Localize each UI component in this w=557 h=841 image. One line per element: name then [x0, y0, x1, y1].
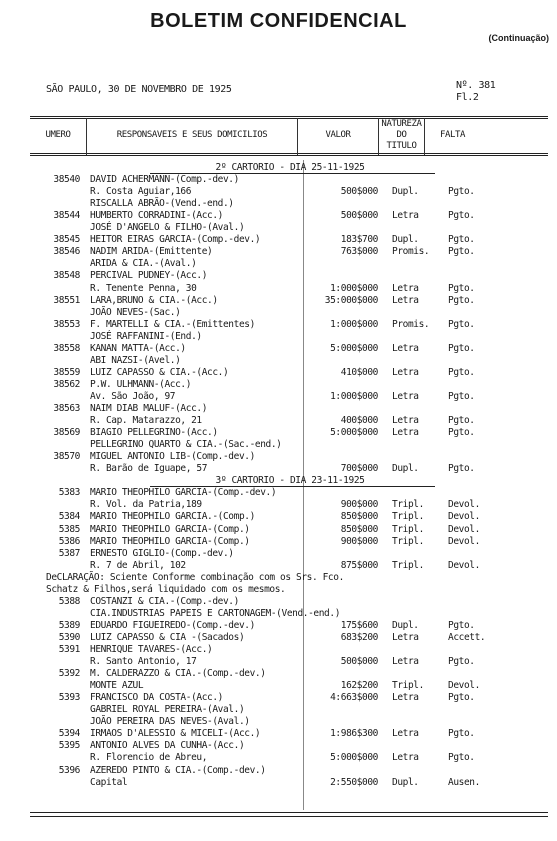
record-number: 38546: [53, 246, 80, 258]
record-number: 5383: [58, 487, 80, 499]
record-value: 700$000: [340, 463, 378, 475]
record-responsible: MARIO THEOPHILO GARCIA-(Comp.): [90, 523, 250, 535]
record-status: Accett.: [448, 631, 486, 643]
col-natureza-header: [379, 119, 424, 152]
record-number: 5396: [58, 764, 80, 776]
record-responsible: R. 7 de Abril, 102: [90, 559, 186, 571]
record-responsible: PERCIVAL PUDNEY-(Acc.): [90, 270, 208, 282]
record-responsible: DAVID ACHERMANN-(Comp.-dev.): [90, 174, 239, 186]
record-responsible: P.W. ULHMANN-(Acc.): [90, 378, 192, 390]
record-responsible: JOSÉ RAFFANINI-(End.): [90, 330, 202, 342]
record-value: 35:000$000: [324, 294, 378, 306]
declaration-text: DeCLARAÇÃO: Sciente Conforme combinação com os Srs. Fco.: [46, 571, 344, 583]
section-heading: 2º CARTORIO - DIA 25-11-1925: [215, 162, 365, 173]
record-title-type: Dupl.: [392, 619, 419, 631]
record-title-type: Tripl.: [392, 523, 424, 535]
record-responsible: R. Tenente Penna, 30: [90, 282, 197, 294]
record-title-type: Letra: [392, 342, 419, 354]
record-responsible: IRMAOS D'ALESSIO & MICELI-(Acc.): [90, 728, 261, 740]
record-status: Pgto.: [448, 692, 475, 704]
record-responsible: GABRIEL ROYAL PEREIRA-(Aval.): [90, 704, 245, 716]
record-status: Pgto.: [448, 656, 475, 668]
record-number: 5389: [58, 619, 80, 631]
record-responsible: FRANCISCO DA COSTA-(Acc.): [90, 692, 223, 704]
record-responsible: JOÃO NEVES-(Sac.): [90, 306, 181, 318]
record-responsible: ERNESTO GIGLIO-(Comp.-dev.): [90, 547, 234, 559]
record-responsible: R. Costa Aguiar,166: [90, 186, 192, 198]
record-title-type: Tripl.: [392, 680, 424, 692]
record-title-type: Tripl.: [392, 559, 424, 571]
record-responsible: MARIO THEOPHILO GARCIA.-(Comp.): [90, 511, 255, 523]
record-value: 875$000: [340, 559, 378, 571]
record-status: Pgto.: [448, 415, 475, 427]
record-responsible: BIAGIO PELLEGRINO-(Acc.): [90, 427, 218, 439]
record-responsible: CIA.INDUSTRIAS PAPEIS E CARTONAGEM-(Vend.-end.): [90, 607, 341, 619]
record-responsible: LUIZ CAPASSO & CIA.-(Acc.): [90, 366, 229, 378]
record-responsible: R. Vol. da Patria,189: [90, 499, 202, 511]
record-title-type: Dupl.: [392, 463, 419, 475]
record-title-type: Letra: [392, 282, 419, 294]
record-value: 175$600: [340, 619, 378, 631]
record-title-type: Dupl.: [392, 186, 419, 198]
header-bottom-rule-2: [30, 155, 548, 156]
record-responsible: R. Barão de Iguape, 57: [90, 463, 208, 475]
table-top-rule: [30, 116, 548, 117]
record-title-type: Promis.: [392, 246, 430, 258]
record-status: Pgto.: [448, 463, 475, 475]
record-number: 5385: [58, 523, 80, 535]
record-status: Pgto.: [448, 318, 475, 330]
record-responsible: MARIO THEOPHILO GARCIA-(Comp.-dev.): [90, 487, 277, 499]
record-status: Devol.: [448, 511, 480, 523]
col-responsaveis-header: RESPONSAVEIS E SEUS DOMICILIOS: [116, 130, 268, 140]
record-number: 38548: [53, 270, 80, 282]
record-title-type: Letra: [392, 631, 419, 643]
record-number: 38551: [53, 294, 80, 306]
record-value: 500$000: [340, 656, 378, 668]
record-status: Devol.: [448, 523, 480, 535]
record-value: 400$000: [340, 415, 378, 427]
record-value: 500$000: [340, 186, 378, 198]
record-responsible: Capital: [90, 776, 128, 788]
record-responsible: JOSÉ D'ANGELO & FILHO-(Aval.): [90, 222, 245, 234]
record-responsible: JOÃO PEREIRA DAS NEVES-(Aval.): [90, 716, 250, 728]
record-number: 5391: [58, 644, 80, 655]
record-value: 850$000: [340, 511, 378, 523]
record-value: 900$000: [340, 499, 378, 511]
record-responsible: R. Cap. Matarazzo, 21: [90, 415, 202, 427]
record-responsible: ANTONIO ALVES DA CUNHA-(Acc.): [90, 740, 245, 752]
record-number: 38563: [53, 403, 80, 414]
record-number: 38540: [53, 174, 80, 186]
record-status: Pgto.: [448, 342, 475, 354]
date-line: SÃO PAULO, 30 DE NOVEMBRO DE 1925: [46, 84, 232, 95]
record-number: 5392: [58, 668, 80, 680]
record-value: 850$000: [340, 523, 378, 535]
record-status: Pgto.: [448, 728, 475, 740]
record-value: 1:000$000: [330, 390, 378, 402]
record-number: 5388: [58, 595, 80, 607]
record-responsible: LARA,BRUNO & CIA.-(Acc.): [90, 294, 218, 306]
record-value: 5:000$000: [330, 342, 378, 354]
record-number: 38562: [53, 378, 80, 390]
record-value: 5:000$000: [330, 427, 378, 439]
record-number: 5384: [58, 511, 80, 523]
record-number: 5390: [58, 631, 80, 643]
record-status: Pgto.: [448, 752, 475, 764]
record-value: 1:000$000: [330, 318, 378, 330]
record-title-type: Letra: [392, 210, 419, 222]
record-status: Pgto.: [448, 234, 475, 246]
record-title-type: Tripl.: [392, 511, 424, 523]
record-value: 1:986$300: [330, 728, 378, 740]
record-status: Pgto.: [448, 210, 475, 222]
header-bottom-rule: [30, 153, 548, 154]
record-responsible: F. MARTELLI & CIA.-(Emittentes): [90, 318, 255, 330]
record-status: Pgto.: [448, 366, 475, 378]
record-title-type: Letra: [392, 427, 419, 439]
record-responsible: NADIM ARIDA-(Emittente): [90, 246, 213, 258]
record-number: 38545: [53, 234, 80, 246]
table-bottom-rule-2: [30, 816, 548, 817]
record-title-type: Letra: [392, 752, 419, 764]
table-bottom-rule: [30, 812, 548, 813]
record-responsible: R. Florencio de Abreu,: [90, 752, 208, 764]
record-responsible: HUMBERTO CORRADINI-(Acc.): [90, 210, 223, 222]
record-number: 38569: [53, 427, 80, 439]
record-responsible: PELLEGRINO QUARTO & CIA.-(Sac.-end.): [90, 439, 282, 451]
record-number: 38544: [53, 210, 80, 222]
record-title-type: Letra: [392, 728, 419, 740]
record-status: Pgto.: [448, 619, 475, 631]
col-natureza-line1: NATUREZA: [381, 119, 422, 129]
record-responsible: ABI NAZSI-(Avel.): [90, 354, 181, 366]
record-title-type: Letra: [392, 390, 419, 402]
record-status: Pgto.: [448, 282, 475, 294]
record-title-type: Letra: [392, 294, 419, 306]
record-number: 5393: [58, 692, 80, 704]
record-value: 2:550$000: [330, 776, 378, 788]
record-status: Pgto.: [448, 427, 475, 439]
record-responsible: MIGUEL ANTONIO LIB-(Comp.-dev.): [90, 451, 255, 463]
record-value: 683$200: [340, 631, 378, 643]
record-title-type: Tripl.: [392, 535, 424, 547]
declaration-text: Schatz & Filhos,será liquidado com os mesmos.: [46, 583, 286, 595]
record-value: 5:000$000: [330, 752, 378, 764]
record-title-type: Letra: [392, 415, 419, 427]
col-valor-header: VALOR: [325, 130, 351, 140]
record-status: Pgto.: [448, 246, 475, 258]
section-heading: 3º CARTORIO - DIA 23-11-1925: [215, 475, 365, 487]
record-status: Pgto.: [448, 294, 475, 306]
record-responsible: HENRIQUE TAVARES-(Acc.): [90, 644, 213, 655]
record-title-type: Dupl.: [392, 234, 419, 246]
record-responsible: COSTANZI & CIA.-(Comp.-dev.): [90, 595, 239, 607]
record-number: 5387: [58, 547, 80, 559]
col-natureza-line2: DO: [396, 130, 407, 140]
bulletin-number: Nº. 381: [456, 80, 496, 91]
record-value: 1:000$000: [330, 282, 378, 294]
record-value: 900$000: [340, 535, 378, 547]
record-number: 38558: [53, 342, 80, 354]
col-numero-header: UMERO: [45, 130, 71, 140]
record-status: Ausen.: [448, 776, 480, 788]
col-natureza-line3: TITULO: [386, 141, 417, 151]
document-title: BOLETIM CONFIDENCIAL: [150, 10, 407, 32]
sheet-number: Fl.2: [456, 92, 479, 103]
record-responsible: NAIM DIAB MALUF-(Acc.): [90, 403, 208, 414]
record-title-type: Letra: [392, 366, 419, 378]
record-responsible: Av. São João, 97: [90, 390, 176, 402]
record-title-type: Dupl.: [392, 776, 419, 788]
record-responsible: KANAN MATTA-(Acc.): [90, 342, 186, 354]
record-responsible: EDUARDO FIGUEIREDO-(Comp.-dev.): [90, 619, 255, 631]
record-title-type: Promis.: [392, 318, 430, 330]
record-status: Pgto.: [448, 186, 475, 198]
record-number: 38553: [53, 318, 80, 330]
record-status: Devol.: [448, 680, 480, 692]
record-responsible: M. CALDERAZZO & CIA.-(Comp.-dev.): [90, 668, 266, 680]
record-value: 162$200: [340, 680, 378, 692]
record-title-type: Letra: [392, 692, 419, 704]
record-responsible: LUIZ CAPASSO & CIA -(Sacados): [90, 631, 245, 643]
record-number: 5395: [58, 740, 80, 752]
table-top-rule-2: [30, 118, 548, 119]
record-responsible: MARIO THEOPHILO GARCIA-(Comp.): [90, 535, 250, 547]
record-value: 500$000: [340, 210, 378, 222]
record-value: 410$000: [340, 366, 378, 378]
record-number: 38559: [53, 366, 80, 378]
record-status: Devol.: [448, 499, 480, 511]
record-responsible: RISCALLA ABRÃO-(Vend.-end.): [90, 198, 234, 210]
record-responsible: ARIDA & CIA.-(Aval.): [90, 258, 197, 270]
record-number: 5394: [58, 728, 80, 740]
record-value: 183$700: [340, 234, 378, 246]
record-status: Devol.: [448, 559, 480, 571]
record-title-type: Tripl.: [392, 499, 424, 511]
record-responsible: AZEREDO PINTO & CIA.-(Comp.-dev.): [90, 764, 266, 776]
record-status: Pgto.: [448, 390, 475, 402]
record-title-type: Letra: [392, 656, 419, 668]
record-value: 763$000: [340, 246, 378, 258]
record-value: 4:663$000: [330, 692, 378, 704]
record-responsible: HEITOR EIRAS GARCIA-(Comp.-dev.): [90, 234, 261, 246]
record-status: Devol.: [448, 535, 480, 547]
continuation-label: (Continuação): [488, 33, 549, 43]
record-responsible: MONTE AZUL: [90, 680, 144, 692]
record-responsible: R. Santo Antonio, 17: [90, 656, 197, 668]
record-number: 38570: [53, 451, 80, 463]
record-number: 5386: [58, 535, 80, 547]
col-falta-header: FALTA: [439, 130, 466, 140]
